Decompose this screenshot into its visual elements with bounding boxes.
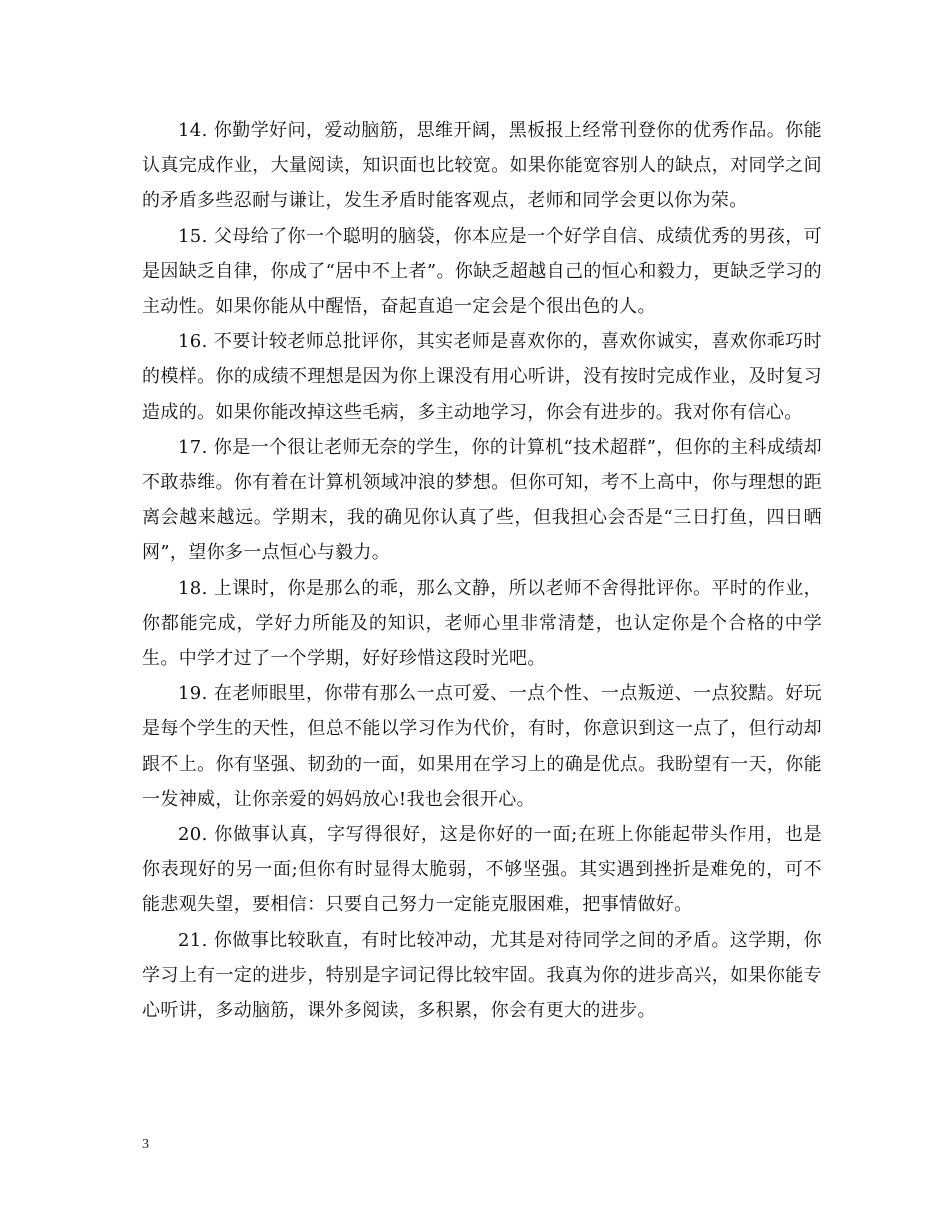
comment-paragraph-20: 20. 你做事认真，字写得很好，这是你好的一面;在班上你能起带头作用，也是你表现好的另一面;但你有时显得太脆弱，不够坚强。其实遇到挫折是难免的，可不能悲观失望，要相信：只要自己努力一定能克服困难，把事情做好。 [142,824,822,916]
comment-paragraph-21: 21. 你做事比较耿直，有时比较冲动，尤其是对待同学之间的矛盾。这学期，你学习上有一定的进步，特别是字词记得比较牢固。我真为你的进步高兴，如果你能专心听讲，多动脑筋，课外多阅读，多积累，你会有更大的进步。 [142,929,822,1022]
comment-paragraph-19: 19. 在老师眼里，你带有那么一点可爱、一点个性、一点叛逆、一点狡黠。好玩是每个学生的天性，但总不能以学习作为代价，有时，你意识到这一点了，但行动却跟不上。你有坚强、韧劲的一面，如果用在学习上的确是优点。我盼望有一天，你能一发神威，让你亲爱的妈妈放心!我也会很开心。 [142,683,822,810]
comment-paragraph-14: 14. 你勤学好问，爱动脑筋，思维开阔，黑板报上经常刊登你的优秀作品。你能认真完成作业，大量阅读，知识面也比较宽。如果你能宽容别人的缺点，对同学之间的矛盾多些忍耐与谦让，发生矛盾时能客观点，老师和同学会更以你为荣。 [142,120,822,212]
comment-paragraph-17: 17. 你是一个很让老师无奈的学生，你的计算机“技术超群”，但你的主科成绩却不敢恭维。你有着在计算机领域冲浪的梦想。但你可知，考不上高中，你与理想的距离会越来越远。学期末，我的确见你认真了些，但我担心会否是“三日打鱼，四日晒网”，望你多一点恒心与毅力。 [142,436,822,564]
comment-paragraph-16: 16. 不要计较老师总批评你，其实老师是喜欢你的，喜欢你诚实，喜欢你乖巧时的模样。你的成绩不理想是因为你上课没有用心听讲，没有按时完成作业，及时复习造成的。如果你能改掉这些毛病，多主动地学习，你会有进步的。我对你有信心。 [142,331,822,423]
document-body [142,113,822,1028]
comment-paragraph-18: 18. 上课时，你是那么的乖，那么文静，所以老师不舍得批评你。平时的作业，你都能完成，学好力所能及的知识，老师心里非常清楚，也认定你是个合格的中学生。中学才过了一个学期，好好珍惜这段时光吧。 [142,577,822,670]
comment-paragraph-15: 15. 父母给了你一个聪明的脑袋，你本应是一个好学自信、成绩优秀的男孩，可是因缺乏自律，你成了“居中不上者”。你缺乏超越自己的恒心和毅力，更缺乏学习的主动性。如果你能从中醒悟，奋起直追一定会是个很出色的人。 [142,225,822,318]
page-number: 3 [142,1137,149,1152]
